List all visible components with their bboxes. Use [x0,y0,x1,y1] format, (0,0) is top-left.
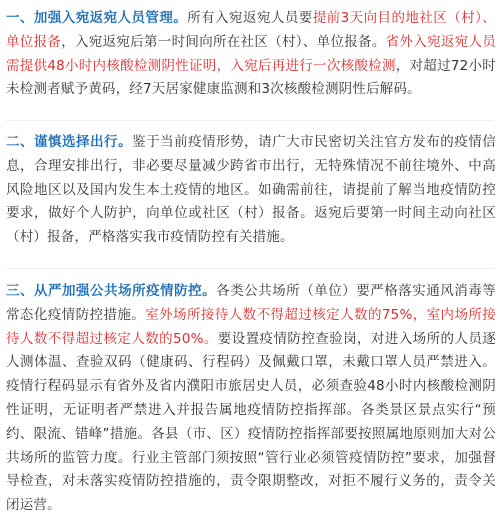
section-divider [6,120,494,121]
section-2-paragraph [6,131,496,250]
section-3-text: 要设置疫情防控查验岗，对进入场所的人员逐人测体温、查验双码（健康码、行程码）及佩戴口罩，未戴口罩人员严禁进入。疫情行程码显示有省外及省内濮阳市旅居史人员，必须查验48小时内核酸检测阴性证明，无证明者严禁进入并报告属地疫情防控指挥部。各类景区景点实行“预约、限流、错峰”措施。各县（市、区）疫情防控指挥部要按照属地原则加大对公共场所的监管力度。行业主管部门须按照“管行业必须管疫情防控”要求，加强督导检查，对未落实疫情防控措施的，责令限期整改，对拒不履行义务的，责令关闭运营。 [6,330,496,514]
section-3-text: 各类公共场所（单位）要严格落实通风消毒等常态化疫情防控措施。 [6,283,497,323]
section-2-heading: 二、谨慎选择出行。 [6,134,133,150]
section-1-text: 所有入宛返宛人员要 [187,10,313,26]
section-1-highlight: 省外入宛返宛人员需提供48小时内核酸检测阴性证明，入宛后再进行一次核酸检测 [6,33,496,74]
section-1-highlight: 提前3天向目的地社区（村）、单位报备 [6,10,496,50]
section-1-text: ，入宛返宛后第一时间向所在社区（村）、单位报备。 [61,33,386,50]
section-3-heading: 三、从严加强公共场所疫情防控。 [6,283,217,299]
section-3-paragraph [6,280,496,518]
section-2-text: 鉴于当前疫情形势，请广大市民密切关注官方发布的疫情信息，合理安排出行，非必要尽量减少跨省市出行，无特殊情况不前往境外、中高风险地区以及国内发生本土疫情的地区。如确需前往，请提前了解当地疫情防控要求，做好个人防护，向单位或社区（村）报备。返宛后要第一时间主动向社区（村）报备，严格落实我市疫情防控有关措施。 [6,134,496,246]
section-1-paragraph [6,7,496,102]
section-1-heading: 一、加强入宛返宛人员管理。 [6,10,188,26]
section-1-text: ，对超过72小时未检测者赋予黄码，经7天居家健康监测和3次核酸检测阴性后解码。 [6,57,496,98]
section-3-highlight: 室外场所接待人数不得超过核定人数的75%，室内场所接待人数不得超过核定人数的50%。 [6,306,496,347]
section-divider [6,268,494,269]
